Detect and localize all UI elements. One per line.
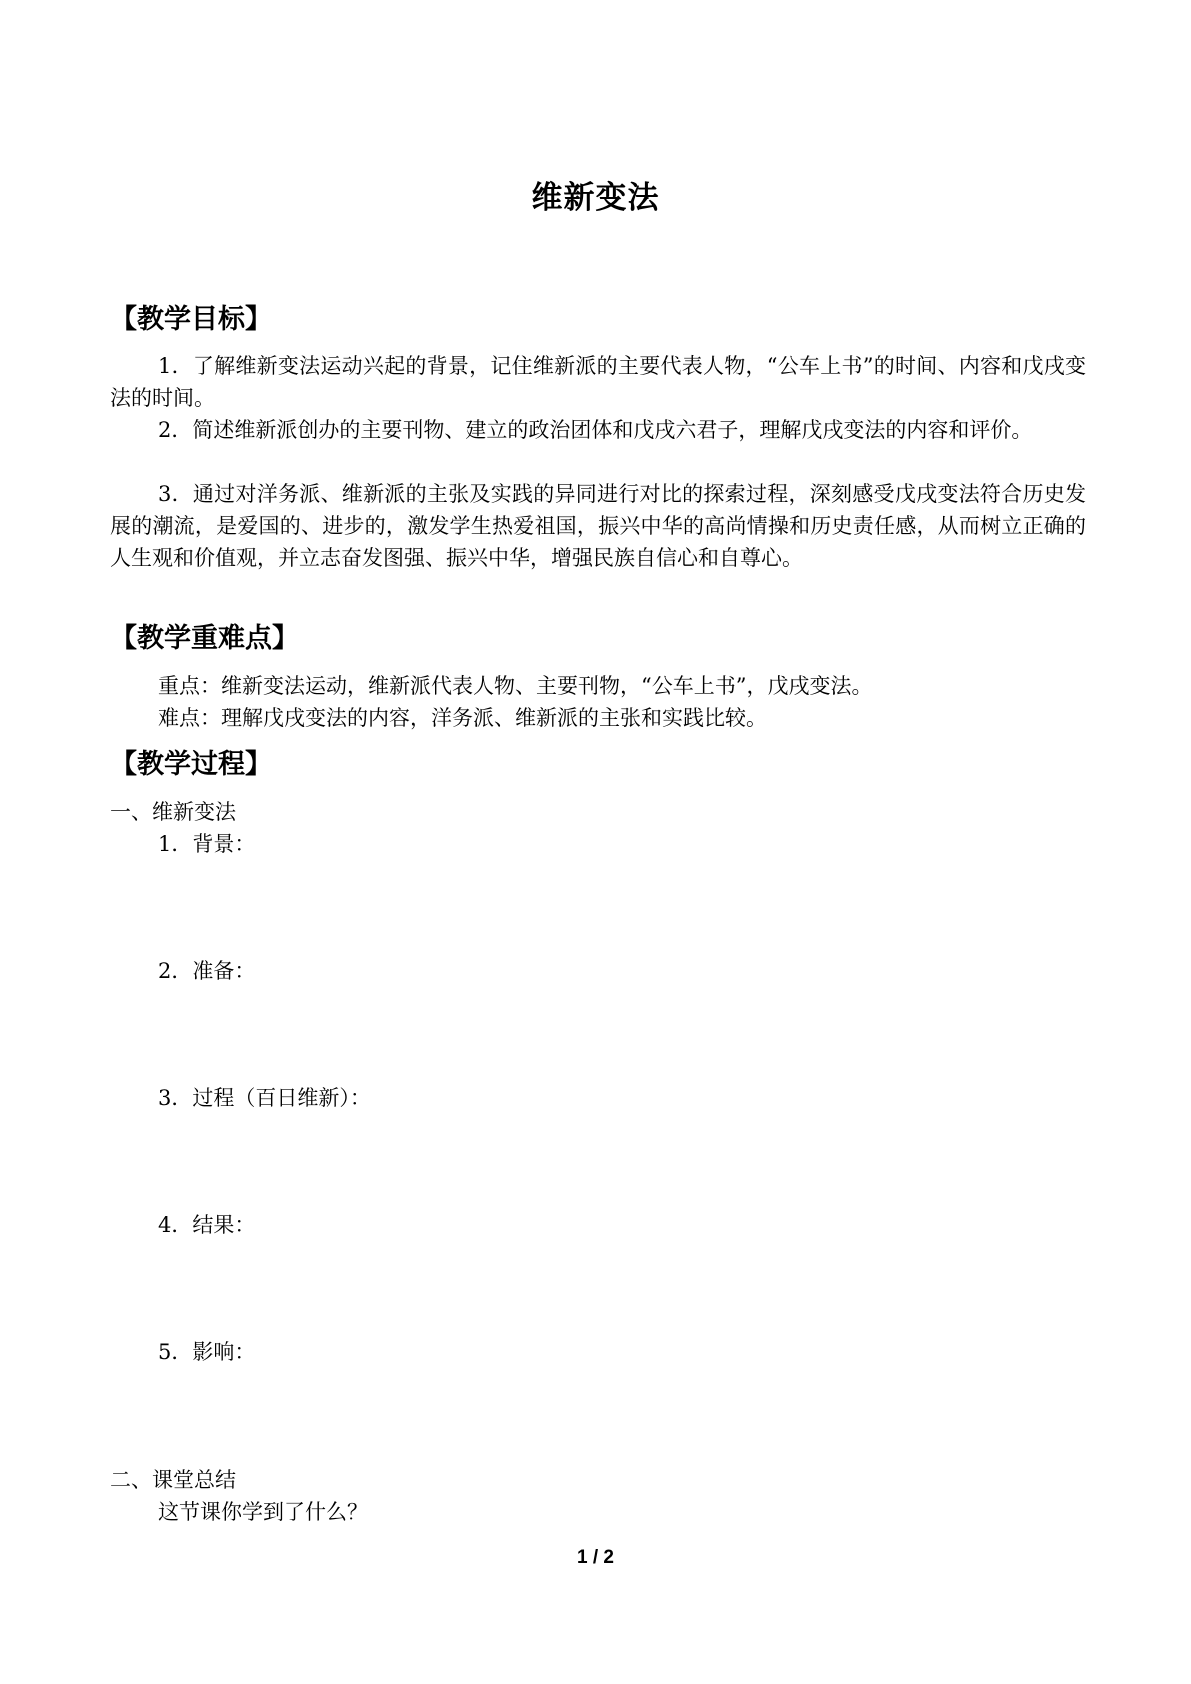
page-number: 1 / 2 xyxy=(577,1547,614,1568)
process-item-background: 1．背景： xyxy=(158,832,256,856)
objectives-heading: 【教学目标】 xyxy=(110,304,272,335)
process-item-impact: 5．影响： xyxy=(158,1340,256,1364)
key-point-focus: 重点：维新变法运动，维新派代表人物、主要刊物，“公车上书”，戊戌变法。 xyxy=(158,674,873,698)
key-points-heading: 【教学重难点】 xyxy=(110,623,299,654)
objective-item-2: 2．简述维新派创办的主要刊物、建立的政治团体和戊戌六君子，理解戊戌变法的内容和评价。 xyxy=(158,418,1033,442)
process-item-result: 4．结果： xyxy=(158,1213,256,1237)
summary-prompt: 这节课你学到了什么？ xyxy=(158,1500,368,1524)
key-point-difficulty: 难点：理解戊戌变法的内容，洋务派、维新派的主张和实践比较。 xyxy=(158,706,767,730)
process-item-course: 3．过程（百日维新）： xyxy=(158,1086,371,1110)
process-item-preparation: 2．准备： xyxy=(158,959,256,983)
document-title: 维新变法 xyxy=(531,180,660,216)
objective-item-3: 3．通过对洋务派、维新派的主张及实践的异同进行对比的探索过程，深刻感受戊戌变法符合历史发展的潮流，是爱国的、进步的，激发学生热爱祖国，振兴中华的高尚情操和历史责任感，从而树立正确的人生观和价值观，并立志奋发图强、振兴中华，增强民族自信心和自尊心。 xyxy=(110,482,1086,570)
process-part2-title: 二、课堂总结 xyxy=(110,1468,236,1492)
process-heading: 【教学过程】 xyxy=(110,749,272,780)
process-part1-title: 一、维新变法 xyxy=(110,800,236,824)
objective-item-1: 1．了解维新变法运动兴起的背景，记住维新派的主要代表人物，“公车上书”的时间、内容和戊戌变法的时间。 xyxy=(110,354,1086,410)
